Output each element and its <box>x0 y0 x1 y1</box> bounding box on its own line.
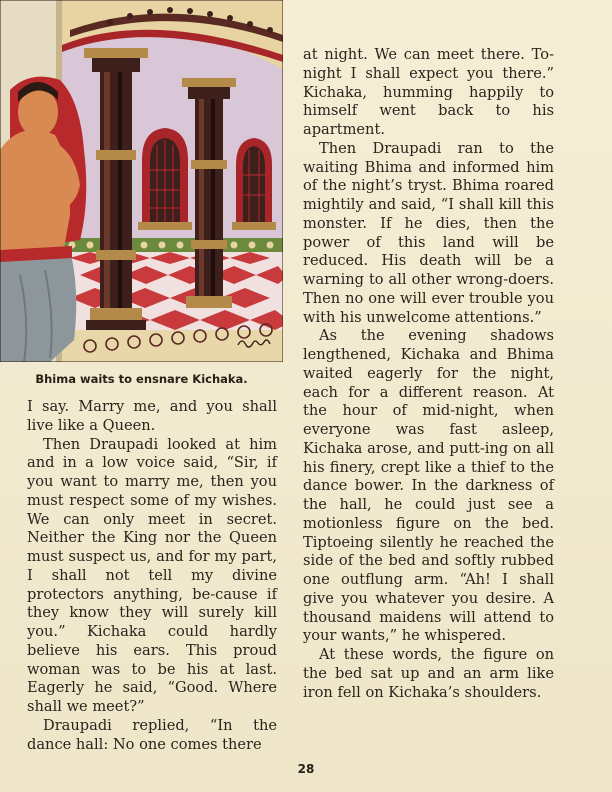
bhima-dhoti <box>0 250 76 362</box>
paragraph: At these words, the figure on the bed sat up and an arm like iron fell on Kichaka’s shoulders. <box>303 646 554 701</box>
illustration-caption: Bhima waits to ensnare Kichaka. <box>35 372 248 386</box>
paragraph: Then Draupadi ran to the waiting Bhima and informed him of the night’s tryst. Bhima roared mightily and said, “I shall kill this monster. If he dies, then the power of this land will be reduced. His death will be a warning to all other wrong-doers. Then no one will ever trouble you with his unwelcome attentions.” <box>303 139 554 326</box>
paragraph: I say. Marry me, and you shall live like a Queen. <box>27 398 277 434</box>
left-text-column <box>27 398 277 754</box>
illustration-panel <box>0 0 283 362</box>
arched-window-left <box>138 128 192 230</box>
right-text-column <box>303 46 554 702</box>
arched-window-right <box>232 138 276 230</box>
paragraph: Then Draupadi looked at him and in a low voice said, “Sir, if you want to marry me, then you must respect some of my wishes. We can only meet in secret. Neither the King nor the Queen must suspect us, and for my part, I shall not tell my divine protectors anything, be-cause if they know they will surely kill you.” Kichaka could hardly believe his ears. This proud woman was to be his at last. Eagerly he said, “Good. Where shall we meet?” <box>27 435 277 715</box>
bhima-figure <box>0 77 86 362</box>
paragraph: Draupadi replied, “In the dance hall: No one comes there <box>27 716 277 753</box>
paragraph: at night. We can meet there. To-night I shall expect you there.” Kichaka, humming happily to himself went back to his apartment. <box>303 46 554 138</box>
palace-scene <box>0 0 283 362</box>
page-number: 28 <box>297 762 315 776</box>
paragraph: As the evening shadows lengthened, Kichaka and Bhima waited eagerly for the night, each for a different reason. At the hour of mid-night, when everyone was fast asleep, Kichaka arose, and putt-ing on all his finery, crept like a thief to the dance bower. In the darkness of the hall, he could just see a motionless figure on the bed. Tiptoeing silently he reached the side of the bed and softly rubbed one outflung arm. “Ah! I shall give you whatever you desire. A thousand maidens will attend to your wants,” he whispered. <box>303 327 554 645</box>
